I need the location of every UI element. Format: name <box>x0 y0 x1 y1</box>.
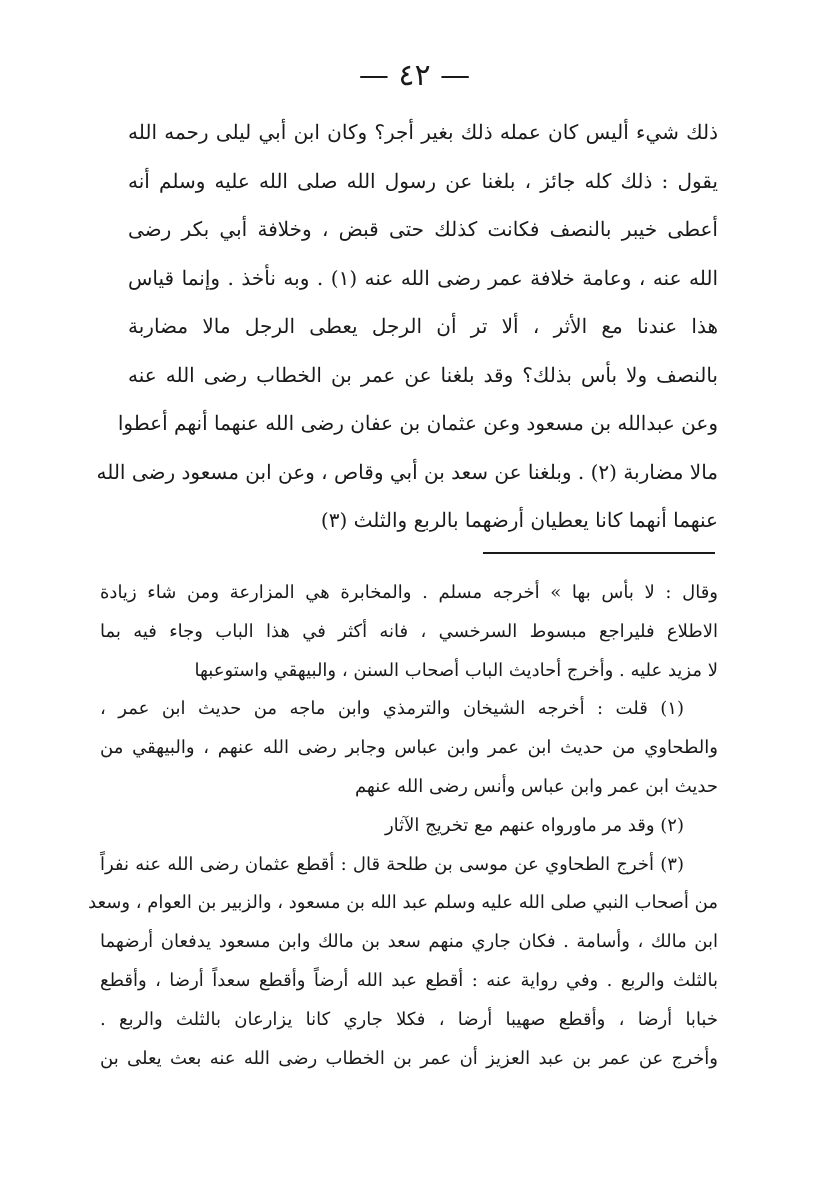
footnote-line: لا مزيد عليه . وأخرج أحاديث الباب أصحاب السنن ، والبيهقي واستوعبها <box>194 659 718 681</box>
footnote-line: من أصحاب النبي صلى الله عليه وسلم عبد الله بن مسعود ، والزبير بن العوام ، وسعد <box>88 892 718 914</box>
text-line: الله عنه ، وعامة خلافة عمر رضى الله عنه (١) . وبه نأخذ . وإنما قياس <box>128 265 719 290</box>
footnote-line: الاطلاع فليراجع مبسوط السرخسي ، فانه أكثر في هذا الباب وجاء فيه بما <box>100 620 718 642</box>
footnote-line: وقال : لا بأس بها » أخرجه مسلم . والمخابرة هي المزارعة ومن شاء زيادة <box>100 582 718 603</box>
footnote-divider <box>483 552 715 554</box>
footnotes <box>88 574 718 1078</box>
footnote-3: (٣) أخرج الطحاوي عن موسى بن طلحة قال : أقطع عثمان رضى الله عنه نفراً <box>100 853 684 875</box>
footnote-2: (٢) وقد مر ماورواه عنهم مع تخريج الآثار <box>384 814 684 836</box>
text-line: وعن عبدالله بن مسعود وعن عثمان بن عفان رضى الله عنهما أنهم أعطوا <box>117 411 718 435</box>
text-line: يقول : ذلك كله جائز ، بلغنا عن رسول الله صلى الله عليه وسلم أنه <box>128 168 718 193</box>
footnote-line: بالثلث والربع . وفي رواية عنه : أقطع عبد الله أرضاً وأقطع سعداً أرضا ، وأقطع <box>100 969 718 991</box>
main-text <box>96 108 719 545</box>
footnote-line: ابن مالك ، وأسامة . فكان جاري منهم سعد بن مالك وابن مسعود يدفعان أرضهما <box>100 931 718 953</box>
text-line: ذلك شيء أليس كان عمله ذلك بغير أجر؟ وكان ابن أبي ليلى رحمه الله <box>128 120 718 144</box>
text-line: أعطى خيبر بالنصف فكانت كذلك حتى قبض ، وخلافة أبي بكر رضى <box>128 217 718 241</box>
footnote-line: حديث ابن عمر وابن عباس وأنس رضى الله عنهم <box>354 775 718 797</box>
page-number: — ٤٢ — <box>358 58 471 93</box>
footnote-line: والطحاوي من حديث ابن عمر وابن عباس وجابر رضى الله عنهم ، والبيهقي من <box>100 737 718 759</box>
text-line: بالنصف ولا بأس بذلك؟ وقد بلغنا عن عمر بن الخطاب رضى الله عنه <box>128 362 718 387</box>
footnote-line: وأخرج عن عمر بن عبد العزيز أن عمر بن الخطاب رضى الله عنه بعث يعلى بن <box>100 1047 718 1069</box>
text-line: مالا مضاربة (٢) . وبلغنا عن سعد بن أبي وقاص ، وعن ابن مسعود رضى الله <box>96 459 718 484</box>
text-line: هذا عندنا مع الأثر ، ألا تر أن الرجل يعطى الرجل مالا مضاربة <box>128 314 718 338</box>
footnote-line: خبابا أرضا ، وأقطع صهيبا أرضا ، فكلا جاري كانا يزارعان بالثلث والربع . <box>100 1008 718 1030</box>
footnote-1: (١) قلت : أخرجه الشيخان والترمذي وابن ماجه من حديث ابن عمر ، <box>100 698 684 720</box>
text-line: عنهما أنهما كانا يعطيان أرضهما بالربع والثلث (٣) <box>320 508 718 532</box>
